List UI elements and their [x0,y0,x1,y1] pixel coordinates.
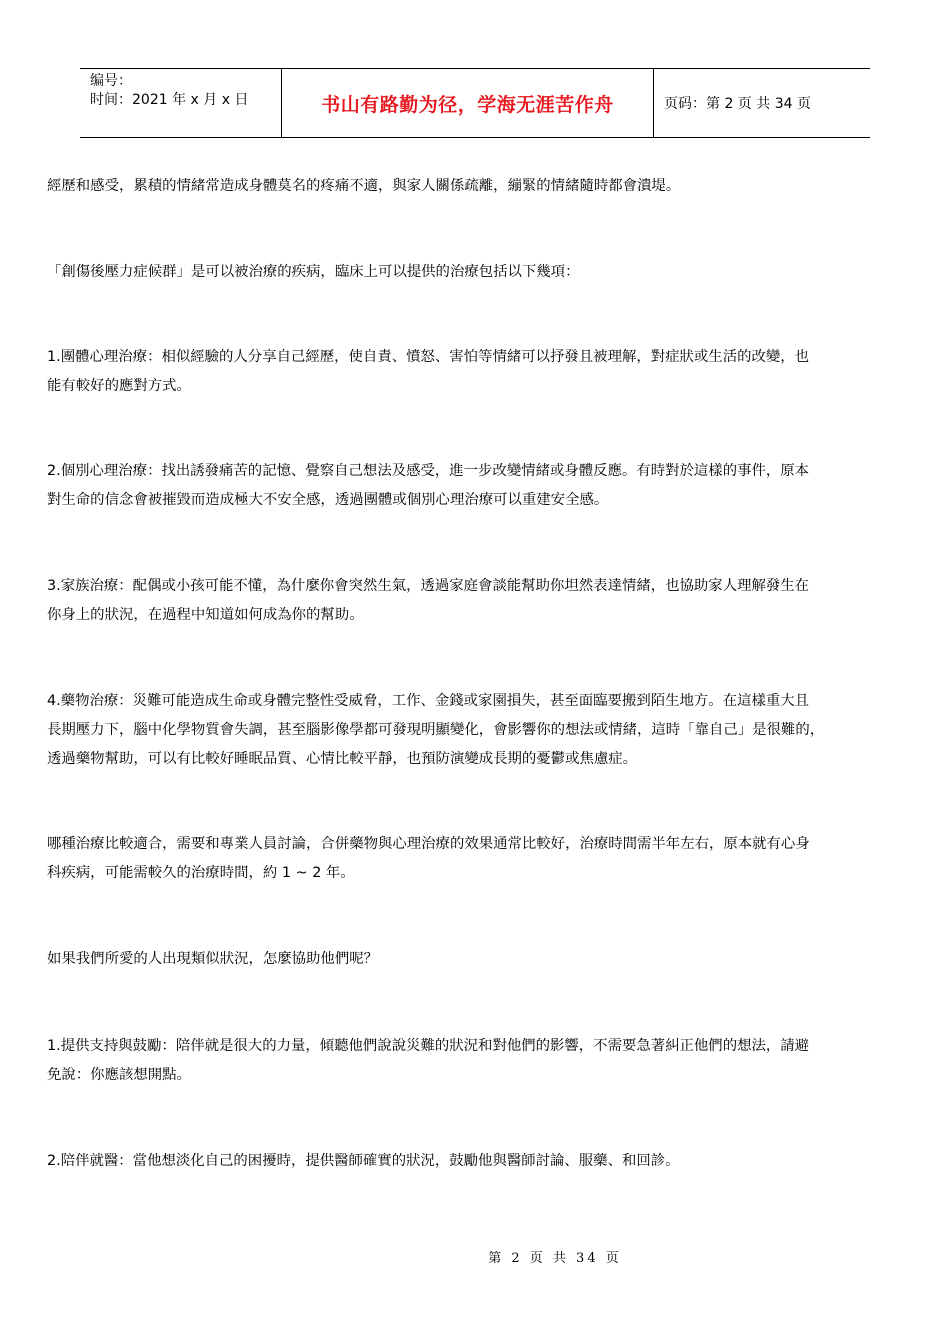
text-line: 「創傷後壓力症候群」是可以被治療的疾病，臨床上可以提供的治療包括以下幾項： [47,264,580,280]
paragraph-1 [47,172,903,201]
text-line: 免說：你應該想開點。 [47,1067,191,1083]
text-line: 4.藥物治療：災難可能造成生命或身體完整性受威脅，工作、金錢或家園損失，甚至面臨要搬到陌生地方。在這樣重大且 [47,693,810,709]
paragraph-9 [47,1032,903,1090]
header-meta-cell [80,69,282,137]
header-page-info: 页码：第 2 页 共 34 页 [664,96,811,112]
page-footer [0,1247,950,1266]
document-number-label: 编号： [90,73,132,89]
paragraph-5 [47,572,903,630]
text-line: 3.家族治療：配偶或小孩可能不懂，為什麼你會突然生氣，透過家庭會談能幫助你坦然表達情緒，也協助家人理解發生在 [47,578,810,594]
text-line: 科疾病，可能需較久的治療時間，約 1 ~ 2 年。 [47,865,355,881]
text-line: 2.陪伴就醫：當他想淡化自己的困擾時，提供醫師確實的狀況，鼓勵他與醫師討論、服藥、和回診。 [47,1153,680,1169]
text-line: 對生命的信念會被摧毀而造成極大不安全感，透過團體或個別心理治療可以重建安全感。 [47,492,609,508]
paragraph-3 [47,343,903,401]
text-line: 1.團體心理治療：相似經驗的人分享自己經歷，使自責、憤怒、害怕等情緒可以抒發且被理解，對症狀或生活的改變，也 [47,349,810,365]
header-page-cell [654,69,870,137]
text-line: 能有較好的應對方式。 [47,378,191,394]
text-line: 透過藥物幫助，可以有比較好睡眠品質、心情比較平靜，也預防演變成長期的憂鬱或焦慮症。 [47,751,638,767]
paragraph-10 [47,1147,903,1176]
paragraph-2 [47,258,903,287]
paragraph-6 [47,687,903,774]
header-motto: 书山有路勤为径，学海无涯苦作舟 [321,93,614,116]
paragraph-8 [47,945,903,974]
text-line: 2.個別心理治療：找出誘發痛苦的記憶、覺察自己想法及感受，進一步改變情緒或身體反應。有時對於這樣的事件，原本 [47,463,810,479]
paragraph-7 [47,830,903,888]
text-line: 如果我們所愛的人出現類似狀況，怎麼協助他們呢？ [47,951,378,967]
text-line: 經歷和感受，累積的情緒常造成身體莫名的疼痛不適，與家人關係疏離，繃緊的情緒隨時都會潰堤。 [47,178,681,194]
paragraph-4 [47,457,903,515]
document-date: 时间：2021 年 x 月 x 日 [90,92,249,108]
document-header [80,68,870,138]
text-line: 1.提供支持與鼓勵：陪伴就是很大的力量，傾聽他們說說災難的狀況和對他們的影響，不需要急著糾正他們的想法，請避 [47,1038,810,1054]
text-line: 哪種治療比較適合，需要和專業人員討論，合併藥物與心理治療的效果通常比較好，治療時間需半年左右，原本就有心身 [47,836,810,852]
text-line: 長期壓力下，腦中化學物質會失調，甚至腦影像學都可發現明顯變化，會影響你的想法或情緒，這時「靠自己」是很難的， [47,722,825,738]
text-line: 你身上的狀況，在過程中知道如何成為你的幫助。 [47,607,364,623]
footer-page-number: 第 2 页 共 34 页 [488,1251,622,1266]
header-motto-cell [282,69,654,137]
